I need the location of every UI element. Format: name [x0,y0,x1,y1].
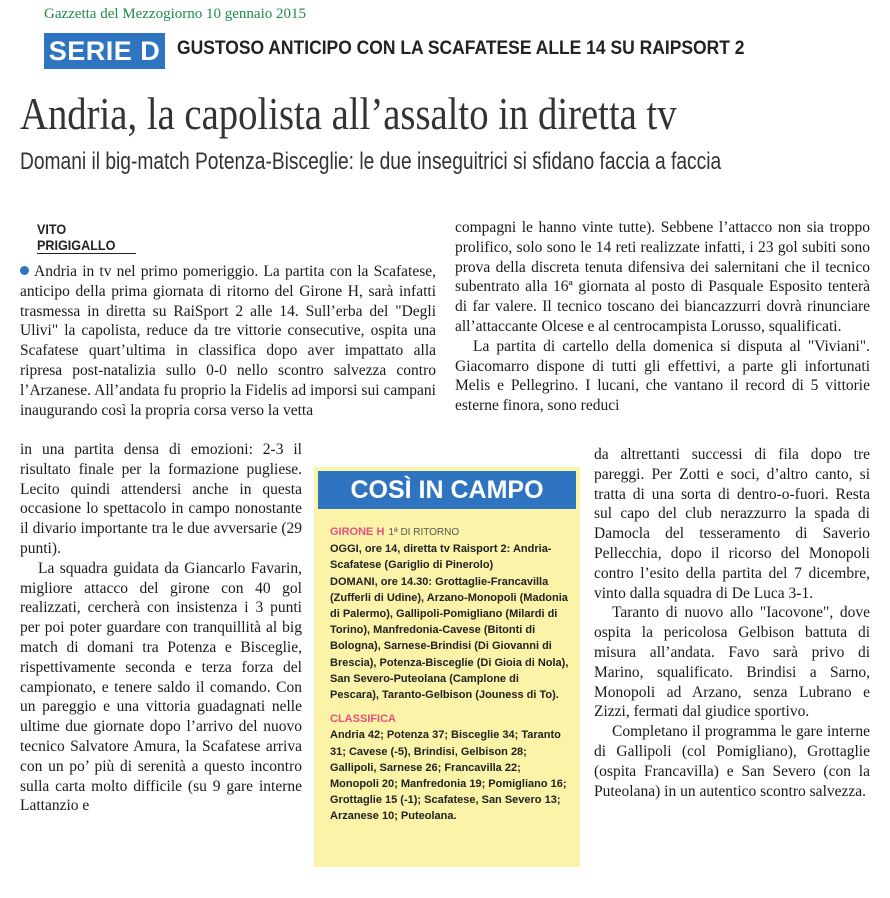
fixtures-today: OGGI, ore 14, diretta tv Raisport 2: Andria-Scafatese (Gariglio di Pinerolo) [330,543,552,572]
bullet-icon [20,266,29,275]
paragraph-7: Taranto di nuovo allo "Iacovone", dove ospita la pericolosa Gelbison battuta di misura all’andata. Favo sarà privo di Marino, squalificato. Brindisi a Sarno, Monopoli ad Arzano, senza Lubrano e Zizzi, fermati dal giudice sportivo. [594,604,870,721]
fixtures-tomorrow: DOMANI, ore 14.30: Grottaglie-Francavilla (Zufferli di Udine), Arzano-Monopoli (Madonia di Palermo), Gallipoli-Pomigliano (Milardi di Torino), Manfredonia-Cavese (Bitonti di Bologna), Sarnese-Brindisi (Di Giovanni di Brescia), Potenza-Bisceglie (Di Gioia di Nola), San Severo-Puteolana (Camplone di Pescara), Taranto-Gelbison (Jouness di To). [330,575,569,702]
info-box-body [330,524,570,825]
paragraph-8: Completano il programma le gare interne di Gallipoli (col Pomigliano), Grottaglie (ospita Francavilla) e San Severo (con la Puteolana) in un autentico scontro salvezza. [594,723,870,800]
paragraph-6: da altrettanti successi di fila dopo tre pareggi. Per Zotti e soci, d’altro canto, si tratta di una sorta di dentro-o-fuori. Resta sul capo del club nerazzurro la spada di Damocla del tesseramento di Saverio Pellecchia, dopo il ricorso del Monopoli contro l’esito della partita del 7 dicembre, vinto dalla squadra di De Luca 3-1. [594,446,870,602]
column-2-top [455,218,870,416]
girone-sub: 1ª DI RITORNO [388,527,460,538]
subheadline: Domani il big-match Potenza-Bisceglie: le due inseguitrici si sfidano faccia a faccia [20,148,722,175]
girone-label: GIRONE H [330,526,385,538]
column-1-bottom [20,440,302,816]
paragraph-5: La partita di cartello della domenica si disputa al "Viviani". Giacomarro dispone di tutti gli effettivi, a parte gli infortunati Melis e Pellegrino. I lucani, che vantano il record di 5 vittorie esterne finora, sono reduci [455,337,870,415]
info-box-title: COSÌ IN CAMPO [350,476,544,504]
classifica-label: CLASSIFICA [330,713,396,726]
classifica-text: Andria 42; Potenza 37; Bisceglie 34; Taranto 31; Cavese (-5), Brindisi, Gelbison 28; Gallipoli, Sarnese 26; Francavilla 22; Monopoli 20; Manfredonia 19; Pomigliano 16; Grottaglie 15 (-1); Scafatese, San Severo 13; Arzanese 10; Puteolana. [330,729,567,823]
kicker: GUSTOSO ANTICIPO CON LA SCAFATESE ALLE 14 SU RAIPSORT 2 [177,38,745,59]
column-1-top [20,262,436,420]
paragraph-4: compagni le hanno vinte tutte). Sebbene l’attacco non sia troppo prolifico, solo sono le 14 reti realizzate infatti, i 23 gol subiti sono prova della discreta tenuta difensiva dei salernitani che il tecnico subentrato alla 16ª giornata al posto di Pasquale Esposito tenterà di far valere. Il tecnico toscano dei biancazzurri dovrà rinunciare all’attaccante Olcese e al centrocampista Lorusso, squalificati. [455,219,870,335]
byline: VITO PRIGIGALLO [37,221,136,254]
paragraph-1: Andria in tv nel primo pomeriggio. La partita con la Scafatese, anticipo della prima giornata di ritorno del Girone H, sarà infatti trasmessa in diretta su RaiSport 2 alle 14. Sull’erba del "Degli Ulivi" la capolista, reduce da tre vittorie consecutive, ospita una Scafatese quart’ultima in classifica dopo aver impattato alla ripresa post-natalizia sullo 0-0 nello scontro salvezza contro l’Arzanese. All’andata fu proprio la Fidelis ad imporsi sui campani inaugurando così la propria corsa verso la vetta [20,263,436,419]
paragraph-2: in una partita densa di emozioni: 2-3 il risultato finale per la formazione pugliese. Lecito quindi attendersi anche in questa occasione lo spettacolo in campo nonostante il divario importante tra le due avversarie (29 punti). [20,441,302,557]
source-line: Gazzetta del Mezzogiorno 10 gennaio 2015 [44,6,306,22]
section-badge: SERIE D [44,33,165,69]
column-2-bottom [594,445,870,801]
headline: Andria, la capolista all’assalto in diretta tv [20,89,677,139]
paragraph-3: La squadra guidata da Giancarlo Favarin, migliore attacco del girone con 40 gol realizzati, cercherà con insistenza i 3 punti per poi poter guardare con tranquillità al big match di domani tra Potenza e Bisceglie, rispettivamente seconda e terza forza del campionato, e tenere saldo il comando. Con un pareggio e una vittoria guadagnati nelle ultime due giornate dopo l’arrivo del nuovo tecnico Salvatore Amura, la Scafatese arriva con un po’ più di serenità a questo incontro sulla carta molto difficile (su 9 gare interne Lattanzio e [20,559,302,815]
